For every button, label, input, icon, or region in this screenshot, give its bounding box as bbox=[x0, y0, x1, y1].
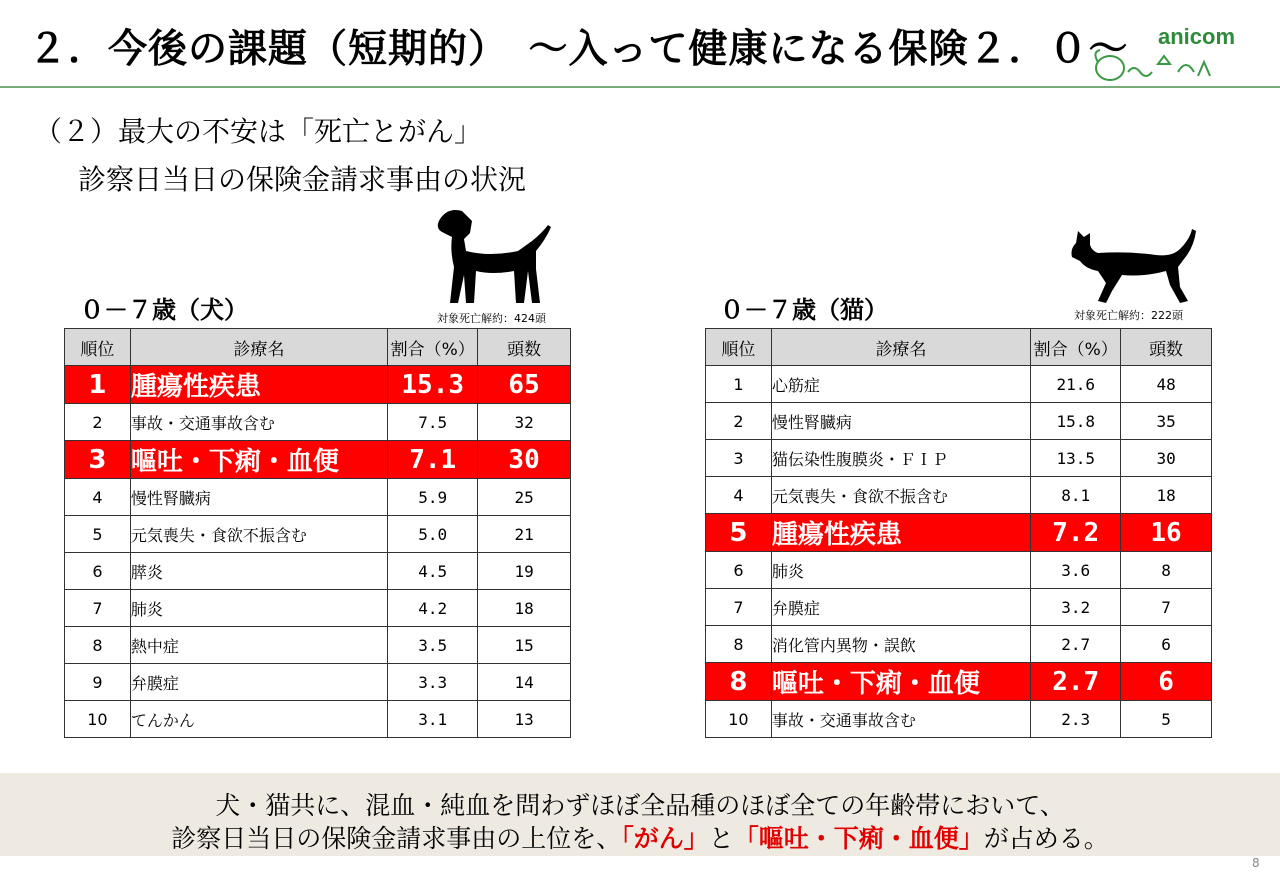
table-row bbox=[706, 477, 1212, 514]
table-row bbox=[706, 514, 1212, 552]
cell-count: 6 bbox=[1121, 663, 1212, 701]
cell-name: 元気喪失・食欲不振含む bbox=[771, 477, 1030, 514]
cell-rank: 7 bbox=[706, 589, 772, 626]
cell-count: 48 bbox=[1121, 366, 1212, 403]
table-row bbox=[65, 366, 571, 404]
summary-text: 診察日当日の保険金請求事由の上位を、 bbox=[171, 824, 622, 853]
section-subheading: 診察日当日の保険金請求事由の状況 bbox=[78, 163, 527, 196]
cat-table-label: ０－７歳（猫） bbox=[720, 296, 888, 324]
cell-pct: 7.5 bbox=[388, 404, 478, 441]
cell-rank: 5 bbox=[706, 514, 772, 552]
table-row bbox=[706, 366, 1212, 403]
cell-name: 熱中症 bbox=[130, 627, 387, 664]
cell-name: 事故・交通事故含む bbox=[771, 701, 1030, 738]
cell-count: 5 bbox=[1121, 701, 1212, 738]
section-heading: （２）最大の不安は「死亡とがん」 bbox=[34, 115, 483, 148]
cell-count: 30 bbox=[478, 441, 571, 479]
dog-table-label: ０－７歳（犬） bbox=[80, 296, 248, 324]
cell-rank: 2 bbox=[65, 404, 131, 441]
table-row bbox=[65, 479, 571, 516]
cell-rank: 4 bbox=[65, 479, 131, 516]
dog-ranking-table bbox=[64, 328, 571, 738]
cell-rank: 2 bbox=[706, 403, 772, 440]
cell-rank: 3 bbox=[706, 440, 772, 477]
cell-count: 21 bbox=[478, 516, 571, 553]
page-title: ２．今後の課題（短期的） ～入って健康になる保険２．０～ bbox=[28, 27, 1129, 72]
table-row bbox=[706, 440, 1212, 477]
cat-ranking-table bbox=[705, 328, 1212, 738]
cell-count: 32 bbox=[478, 404, 571, 441]
cell-name: 弁膜症 bbox=[771, 589, 1030, 626]
summary-text: と bbox=[708, 824, 734, 853]
cat-count-note: 対象死亡解約：222頭 bbox=[1074, 309, 1183, 322]
cell-count: 25 bbox=[478, 479, 571, 516]
column-header-name: 診療名 bbox=[771, 329, 1030, 366]
cell-rank: 9 bbox=[65, 664, 131, 701]
cell-name: 弁膜症 bbox=[130, 664, 387, 701]
page-number: 8 bbox=[1252, 856, 1260, 870]
brand-logo: anicom bbox=[1158, 24, 1236, 49]
cell-pct: 4.2 bbox=[388, 590, 478, 627]
cell-pct: 3.5 bbox=[388, 627, 478, 664]
table-row bbox=[65, 441, 571, 479]
table-row bbox=[65, 553, 571, 590]
summary-text: が占める。 bbox=[983, 824, 1109, 853]
cell-name: 腫瘍性疾患 bbox=[130, 366, 387, 404]
cell-rank: 10 bbox=[706, 701, 772, 738]
cell-name: 嘔吐・下痢・血便 bbox=[130, 441, 387, 479]
table-row bbox=[65, 516, 571, 553]
cell-pct: 3.1 bbox=[388, 701, 478, 738]
cell-pct: 15.3 bbox=[388, 366, 478, 404]
cell-count: 19 bbox=[478, 553, 571, 590]
column-header-rank: 順位 bbox=[706, 329, 772, 366]
cell-pct: 7.2 bbox=[1031, 514, 1121, 552]
cat-icon bbox=[1068, 225, 1203, 307]
cell-count: 18 bbox=[478, 590, 571, 627]
cell-name: 元気喪失・食欲不振含む bbox=[130, 516, 387, 553]
cell-name: 嘔吐・下痢・血便 bbox=[771, 663, 1030, 701]
table-row bbox=[65, 664, 571, 701]
table-row bbox=[706, 626, 1212, 663]
cell-rank: 8 bbox=[65, 627, 131, 664]
cell-rank: 6 bbox=[706, 552, 772, 589]
cell-pct: 7.1 bbox=[388, 441, 478, 479]
cell-count: 16 bbox=[1121, 514, 1212, 552]
cell-count: 18 bbox=[1121, 477, 1212, 514]
summary-emphasis-gi: 「嘔吐・下痢・血便」 bbox=[733, 824, 984, 853]
cell-count: 13 bbox=[478, 701, 571, 738]
cell-pct: 5.0 bbox=[388, 516, 478, 553]
table-header-row bbox=[65, 329, 571, 366]
cell-count: 65 bbox=[478, 366, 571, 404]
cell-rank: 3 bbox=[65, 441, 131, 479]
logo-animals-icon bbox=[1088, 42, 1218, 88]
cell-pct: 3.2 bbox=[1031, 589, 1121, 626]
column-header-pct: 割合（%） bbox=[1031, 329, 1121, 366]
cell-pct: 5.9 bbox=[388, 479, 478, 516]
column-header-count: 頭数 bbox=[478, 329, 571, 366]
cell-pct: 8.1 bbox=[1031, 477, 1121, 514]
summary-line-2 bbox=[0, 819, 1280, 855]
cell-pct: 15.8 bbox=[1031, 403, 1121, 440]
cell-count: 7 bbox=[1121, 589, 1212, 626]
table-row bbox=[706, 663, 1212, 701]
cell-pct: 3.6 bbox=[1031, 552, 1121, 589]
header-divider bbox=[0, 86, 1280, 88]
table-row bbox=[65, 701, 571, 738]
cell-rank: 8 bbox=[706, 663, 772, 701]
cell-count: 35 bbox=[1121, 403, 1212, 440]
cell-pct: 21.6 bbox=[1031, 366, 1121, 403]
dog-icon bbox=[430, 205, 555, 305]
cell-name: 慢性腎臓病 bbox=[130, 479, 387, 516]
column-header-pct: 割合（%） bbox=[388, 329, 478, 366]
cell-name: 猫伝染性腹膜炎・ＦＩＰ bbox=[771, 440, 1030, 477]
cell-rank: 6 bbox=[65, 553, 131, 590]
table-header-row bbox=[706, 329, 1212, 366]
cell-name: 腫瘍性疾患 bbox=[771, 514, 1030, 552]
table-row bbox=[65, 590, 571, 627]
cell-name: てんかん bbox=[130, 701, 387, 738]
cell-pct: 13.5 bbox=[1031, 440, 1121, 477]
cell-name: 肺炎 bbox=[771, 552, 1030, 589]
cell-count: 6 bbox=[1121, 626, 1212, 663]
cell-count: 14 bbox=[478, 664, 571, 701]
summary-emphasis-cancer: 「がん」 bbox=[621, 824, 709, 853]
cell-name: 慢性腎臓病 bbox=[771, 403, 1030, 440]
cell-rank: 10 bbox=[65, 701, 131, 738]
cell-name: 肺炎 bbox=[130, 590, 387, 627]
table-row bbox=[706, 552, 1212, 589]
cell-rank: 8 bbox=[706, 626, 772, 663]
cell-rank: 1 bbox=[65, 366, 131, 404]
cell-count: 15 bbox=[478, 627, 571, 664]
cell-pct: 2.3 bbox=[1031, 701, 1121, 738]
cell-name: 消化管内異物・誤飲 bbox=[771, 626, 1030, 663]
summary-line-1: 犬・猫共に、混血・純血を問わずほぼ全品種のほぼ全ての年齢帯において、 bbox=[215, 791, 1065, 820]
dog-count-note: 対象死亡解約：424頭 bbox=[437, 312, 546, 325]
table-row bbox=[65, 404, 571, 441]
cell-pct: 4.5 bbox=[388, 553, 478, 590]
table-row bbox=[65, 627, 571, 664]
cell-rank: 5 bbox=[65, 516, 131, 553]
table-row bbox=[706, 589, 1212, 626]
column-header-rank: 順位 bbox=[65, 329, 131, 366]
cell-name: 膵炎 bbox=[130, 553, 387, 590]
table-row bbox=[706, 701, 1212, 738]
table-row bbox=[706, 403, 1212, 440]
cell-rank: 1 bbox=[706, 366, 772, 403]
cell-pct: 3.3 bbox=[388, 664, 478, 701]
cell-name: 事故・交通事故含む bbox=[130, 404, 387, 441]
cell-count: 8 bbox=[1121, 552, 1212, 589]
column-header-name: 診療名 bbox=[130, 329, 387, 366]
cell-rank: 7 bbox=[65, 590, 131, 627]
cell-pct: 2.7 bbox=[1031, 626, 1121, 663]
cell-count: 30 bbox=[1121, 440, 1212, 477]
column-header-count: 頭数 bbox=[1121, 329, 1212, 366]
cell-name: 心筋症 bbox=[771, 366, 1030, 403]
cell-rank: 4 bbox=[706, 477, 772, 514]
cell-pct: 2.7 bbox=[1031, 663, 1121, 701]
